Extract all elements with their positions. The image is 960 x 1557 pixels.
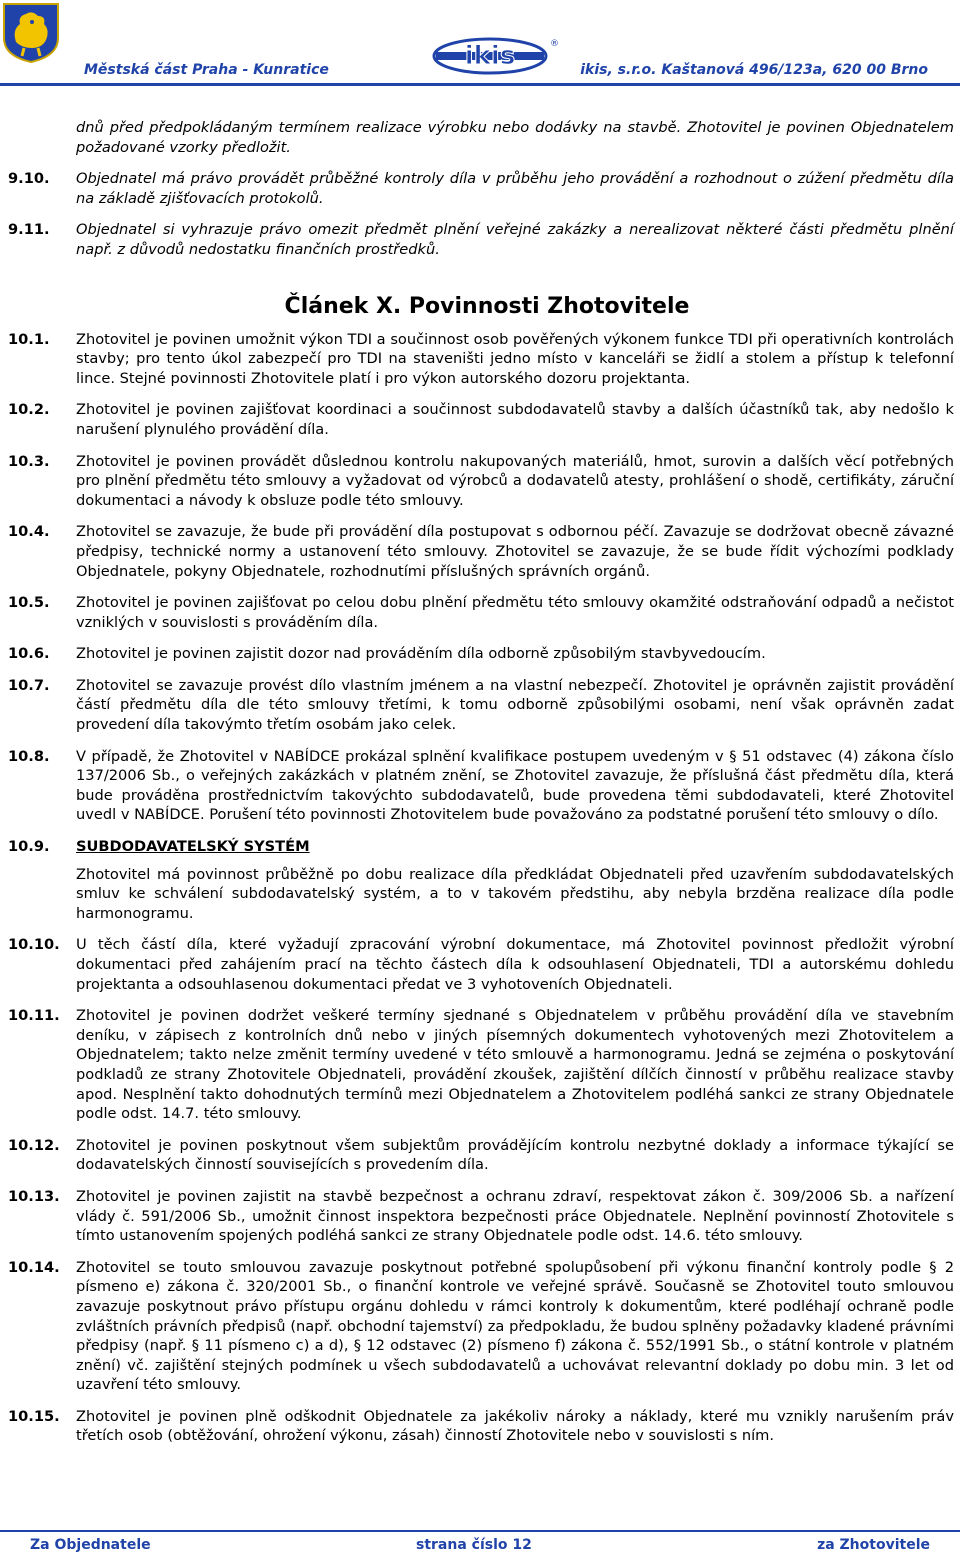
paragraph-number: 10.2.: [8, 401, 50, 419]
paragraph-text: Zhotovitel je povinen dodržet veškeré termíny sjednané s Objednatelem v průběhu provádění díla ve stavebním deníku, v zápisech z kontrolních dnů nebo v jiných písemných dokumentech vyhotovených mezi Zhotovitelem a Objednatelem; takto nelze změnit termíny uvedené v této smlouvě a harmonogramu. Jedná se zejména o poskytování podkladů ze strany Zhotovitele Objednateli, provádění zkoušek, zajištění dílčích činností v průběhu realizace stavby apod. Nesplnění takto dohodnutých termínů mezi Objednatelem a Zhotovitelem podléhá sankci ze strany Objednatele podle odst. 14.7. této smlouvy.: [76, 1007, 954, 1123]
paragraph-text: Zhotovitel je povinen plně odškodnit Objednatele za jakékoliv nároky a náklady, které mu vznikly narušením práv třetích osob (obtěžování, ohrožení výkonu, zásah) činností Zhotovitele nebo v souvislosti s ním.: [76, 1407, 954, 1445]
paragraph-number: 9.11.: [8, 221, 50, 239]
paragraph-number: 10.8.: [8, 747, 50, 765]
paragraph-10-14: [8, 1258, 954, 1395]
paragraph-10-4: [8, 522, 954, 581]
paragraph-10-15: [8, 1407, 954, 1446]
paragraph-9-11: [8, 220, 954, 259]
paragraph-text: dnů před předpokládaným termínem realizace výrobku nebo dodávky na stavbě. Zhotovitel je povinen Objednatelem požadované vzorky předložit.: [76, 119, 954, 156]
paragraph-number: 10.14.: [8, 1258, 60, 1276]
paragraph-number: 10.13.: [8, 1187, 60, 1205]
section-subheading: SUBDODAVATELSKÝ SYSTÉM: [76, 838, 310, 856]
paragraph-text: Zhotovitel je povinen zajistit dozor nad prováděním díla odborně způsobilým stavbyvedoucím.: [76, 645, 766, 663]
paragraph-number: 10.7.: [8, 676, 50, 694]
paragraph-9-10: [8, 169, 954, 208]
paragraph-continuation: [8, 118, 954, 157]
paragraph-number: 10.10.: [8, 936, 60, 954]
paragraph-10-9: [8, 837, 954, 857]
logo-text: ikis: [464, 41, 516, 71]
paragraph-number: 10.3.: [8, 452, 50, 470]
paragraph-number: 10.9.: [8, 838, 50, 856]
paragraph-text: Zhotovitel má povinnost průběžně po dobu realizace díla předkládat Objednateli před uzavřením subdodavatelských smluv ke schválení subdodavatelský systém, a to v takovém předstihu, aby nebyla brzděna realizace díla podle harmonogramu.: [76, 865, 954, 922]
paragraph-10-3: [8, 452, 954, 511]
header-company-address: ikis, s.r.o. Kaštanová 496/123a, 620 00 Brno: [580, 62, 928, 78]
paragraph-10-9-body: [8, 865, 954, 924]
logo-registered-mark: ®: [550, 39, 559, 49]
paragraph-10-6: [8, 644, 954, 664]
paragraph-text: Zhotovitel je povinen zajistit na stavbě bezpečnost a ochranu zdraví, respektovat zákon č. 309/2006 Sb. a nařízení vlády č. 591/2006 Sb., umožnit činnost inspektora bezpečnosti práce Objednatele. Neplnění povinností Zhotovitele s tímto ustanovením spojených podléhá sankci ze strany Objednatele podle odst. 14.6. této smlouvy.: [76, 1187, 954, 1245]
paragraph-number: 10.12.: [8, 1136, 60, 1154]
footer-client-label: Za Objednatele: [30, 1537, 151, 1553]
coat-of-arms-icon: [2, 2, 60, 64]
page-header: [0, 0, 960, 86]
paragraph-10-7: [8, 676, 954, 735]
paragraph-10-13: [8, 1187, 954, 1246]
footer-rule: [0, 1530, 960, 1532]
paragraph-text: Zhotovitel se zavazuje, že bude při provádění díla postupovat s odbornou péčí. Zavazuje se dodržovat obecně závazné předpisy, technické normy a ustanovení této smlouvy. Zhotovitel se zavazuje, že se bude řídit výchozími podklady Objednatele, pokyny Objednatele, rozhodnutími příslušných správních orgánů.: [76, 523, 954, 580]
paragraph-10-1: [8, 330, 954, 389]
document-body: [8, 118, 954, 1446]
ikis-logo: [432, 36, 559, 76]
footer-contractor-label: za Zhotovitele: [817, 1537, 930, 1553]
paragraph-10-12: [8, 1136, 954, 1175]
footer-page-number: strana číslo 12: [416, 1537, 532, 1553]
paragraph-text: Zhotovitel se zavazuje provést dílo vlastním jménem a na vlastní nebezpečí. Zhotovitel je oprávněn zajistit provádění částí předmětu díla dle této smlouvy třetími, k tomu odborně způsobilými osobami, není však oprávněn zadat provedení díla takovýmto třetím osobám jako celek.: [76, 676, 954, 734]
paragraph-text: Zhotovitel je povinen umožnit výkon TDI a součinnost osob pověřených výkonem funkce TDI při operativních kontrolách stavby; pro tento úkol zabezpečí pro TDI na staveništi jedno místo v kanceláři se židlí a stolem a přístup k telefonní lince. Stejné povinnosti Zhotovitele platí i pro výkon autorského dozoru projektanta.: [76, 330, 954, 387]
paragraph-text: V případě, že Zhotovitel v NABÍDCE prokázal splnění kvalifikace postupem uvedeným v § 51 odstavec (4) zákona číslo 137/2006 Sb., o veřejných zakázkách v platném znění, se Zhotovitel zavazuje, že příslušná část předmětu díla, která bude prováděna prostřednictvím takovýchto subdodavatelů, bude provedena těmi subdodavateli, které Zhotovitel uvedl v NABÍDCE. Porušení této povinnosti Zhotovitelem bude považováno za podstatné porušení této smlouvy o dílo.: [76, 747, 954, 824]
paragraph-number: 10.4.: [8, 523, 50, 541]
header-municipality: Městská část Praha - Kunratice: [84, 62, 329, 78]
paragraph-text: Objednatel si vyhrazuje právo omezit předmět plnění veřejné zakázky a nerealizovat některé části předmětu plnění např. z důvodů nedostatku finančních prostředků.: [76, 221, 954, 258]
paragraph-10-10: [8, 935, 954, 994]
paragraph-text: Zhotovitel je povinen zajišťovat po celou dobu plnění předmětu této smlouvy okamžité odstraňování odpadů a nečistot vzniklých v souvislosti s prováděním díla.: [76, 594, 954, 631]
paragraph-number: 10.6.: [8, 645, 50, 663]
paragraph-text: Zhotovitel se touto smlouvou zavazuje poskytnout potřebné spolupůsobení při výkonu finanční kontroly podle § 2 písmeno e) zákona č. 320/2001 Sb., o finanční kontrole ve veřejné správě. Současně se Zhotovitel touto smlouvou zavazuje poskytnout právo přístupu orgánu dohledu v rámci kontroly k dokumentům, které podléhají ochraně podle zvláštních právních předpisů (např. obchodní tajemství) za předpokladu, že budou splněny požadavky kladené právními předpisy (např. § 11 písmeno c) a d), § 12 odstavec (2) písmeno f) zákona č. 552/1991 Sb., o státní kontrole v platném znění) vč. zajištění stejných podmínek u všech subdodavatelů a uchovávat relevantní doklady po dobu min. 3 let od uzavření této smlouvy.: [76, 1258, 954, 1394]
paragraph-text: Zhotovitel je povinen provádět důslednou kontrolu nakupovaných materiálů, hmot, surovin a dalších věcí potřebných pro plnění předmětu této smlouvy a vyžadovat od výrobců a dodavatelů atesty, prohlášení o shodě, certifikáty, záruční dokumentaci a návody k obsluze podle této smlouvy.: [76, 452, 954, 509]
paragraph-text: U těch částí díla, které vyžadují zpracování výrobní dokumentace, má Zhotovitel povinnost předložit výrobní dokumentaci před zahájením prací na těchto částech díla k odsouhlasení Objednateli, TDI a autorskému dohledu projektanta a odsouhlasenou dokumentaci předat ve 3 vyhotoveních Objednateli.: [76, 936, 954, 993]
paragraph-10-8: [8, 747, 954, 825]
paragraph-number: 10.5.: [8, 594, 50, 612]
paragraph-number: 10.1.: [8, 330, 50, 348]
paragraph-10-5: [8, 593, 954, 632]
paragraph-number: 10.11.: [8, 1007, 60, 1025]
header-rule: [0, 83, 960, 86]
paragraph-number: 9.10.: [8, 170, 50, 188]
paragraph-10-2: [8, 400, 954, 439]
paragraph-text: Objednatel má právo provádět průběžné kontroly díla v průběhu jeho provádění a rozhodnout o zúžení předmětu díla na základě zjišťovacích protokolů.: [76, 170, 954, 207]
paragraph-text: Zhotovitel je povinen poskytnout všem subjektům provádějícím kontrolu nezbytné doklady a informace týkající se dodavatelských činností souvisejících s provedením díla.: [76, 1136, 954, 1174]
paragraph-10-11: [8, 1006, 954, 1124]
article-title: Článek X. Povinnosti Zhotovitele: [284, 293, 690, 319]
paragraph-number: 10.15.: [8, 1407, 60, 1425]
paragraph-text: Zhotovitel je povinen zajišťovat koordinaci a součinnost subdodavatelů stavby a dalších účastníků tak, aby nedošlo k narušení plynulého provádění díla.: [76, 401, 954, 438]
